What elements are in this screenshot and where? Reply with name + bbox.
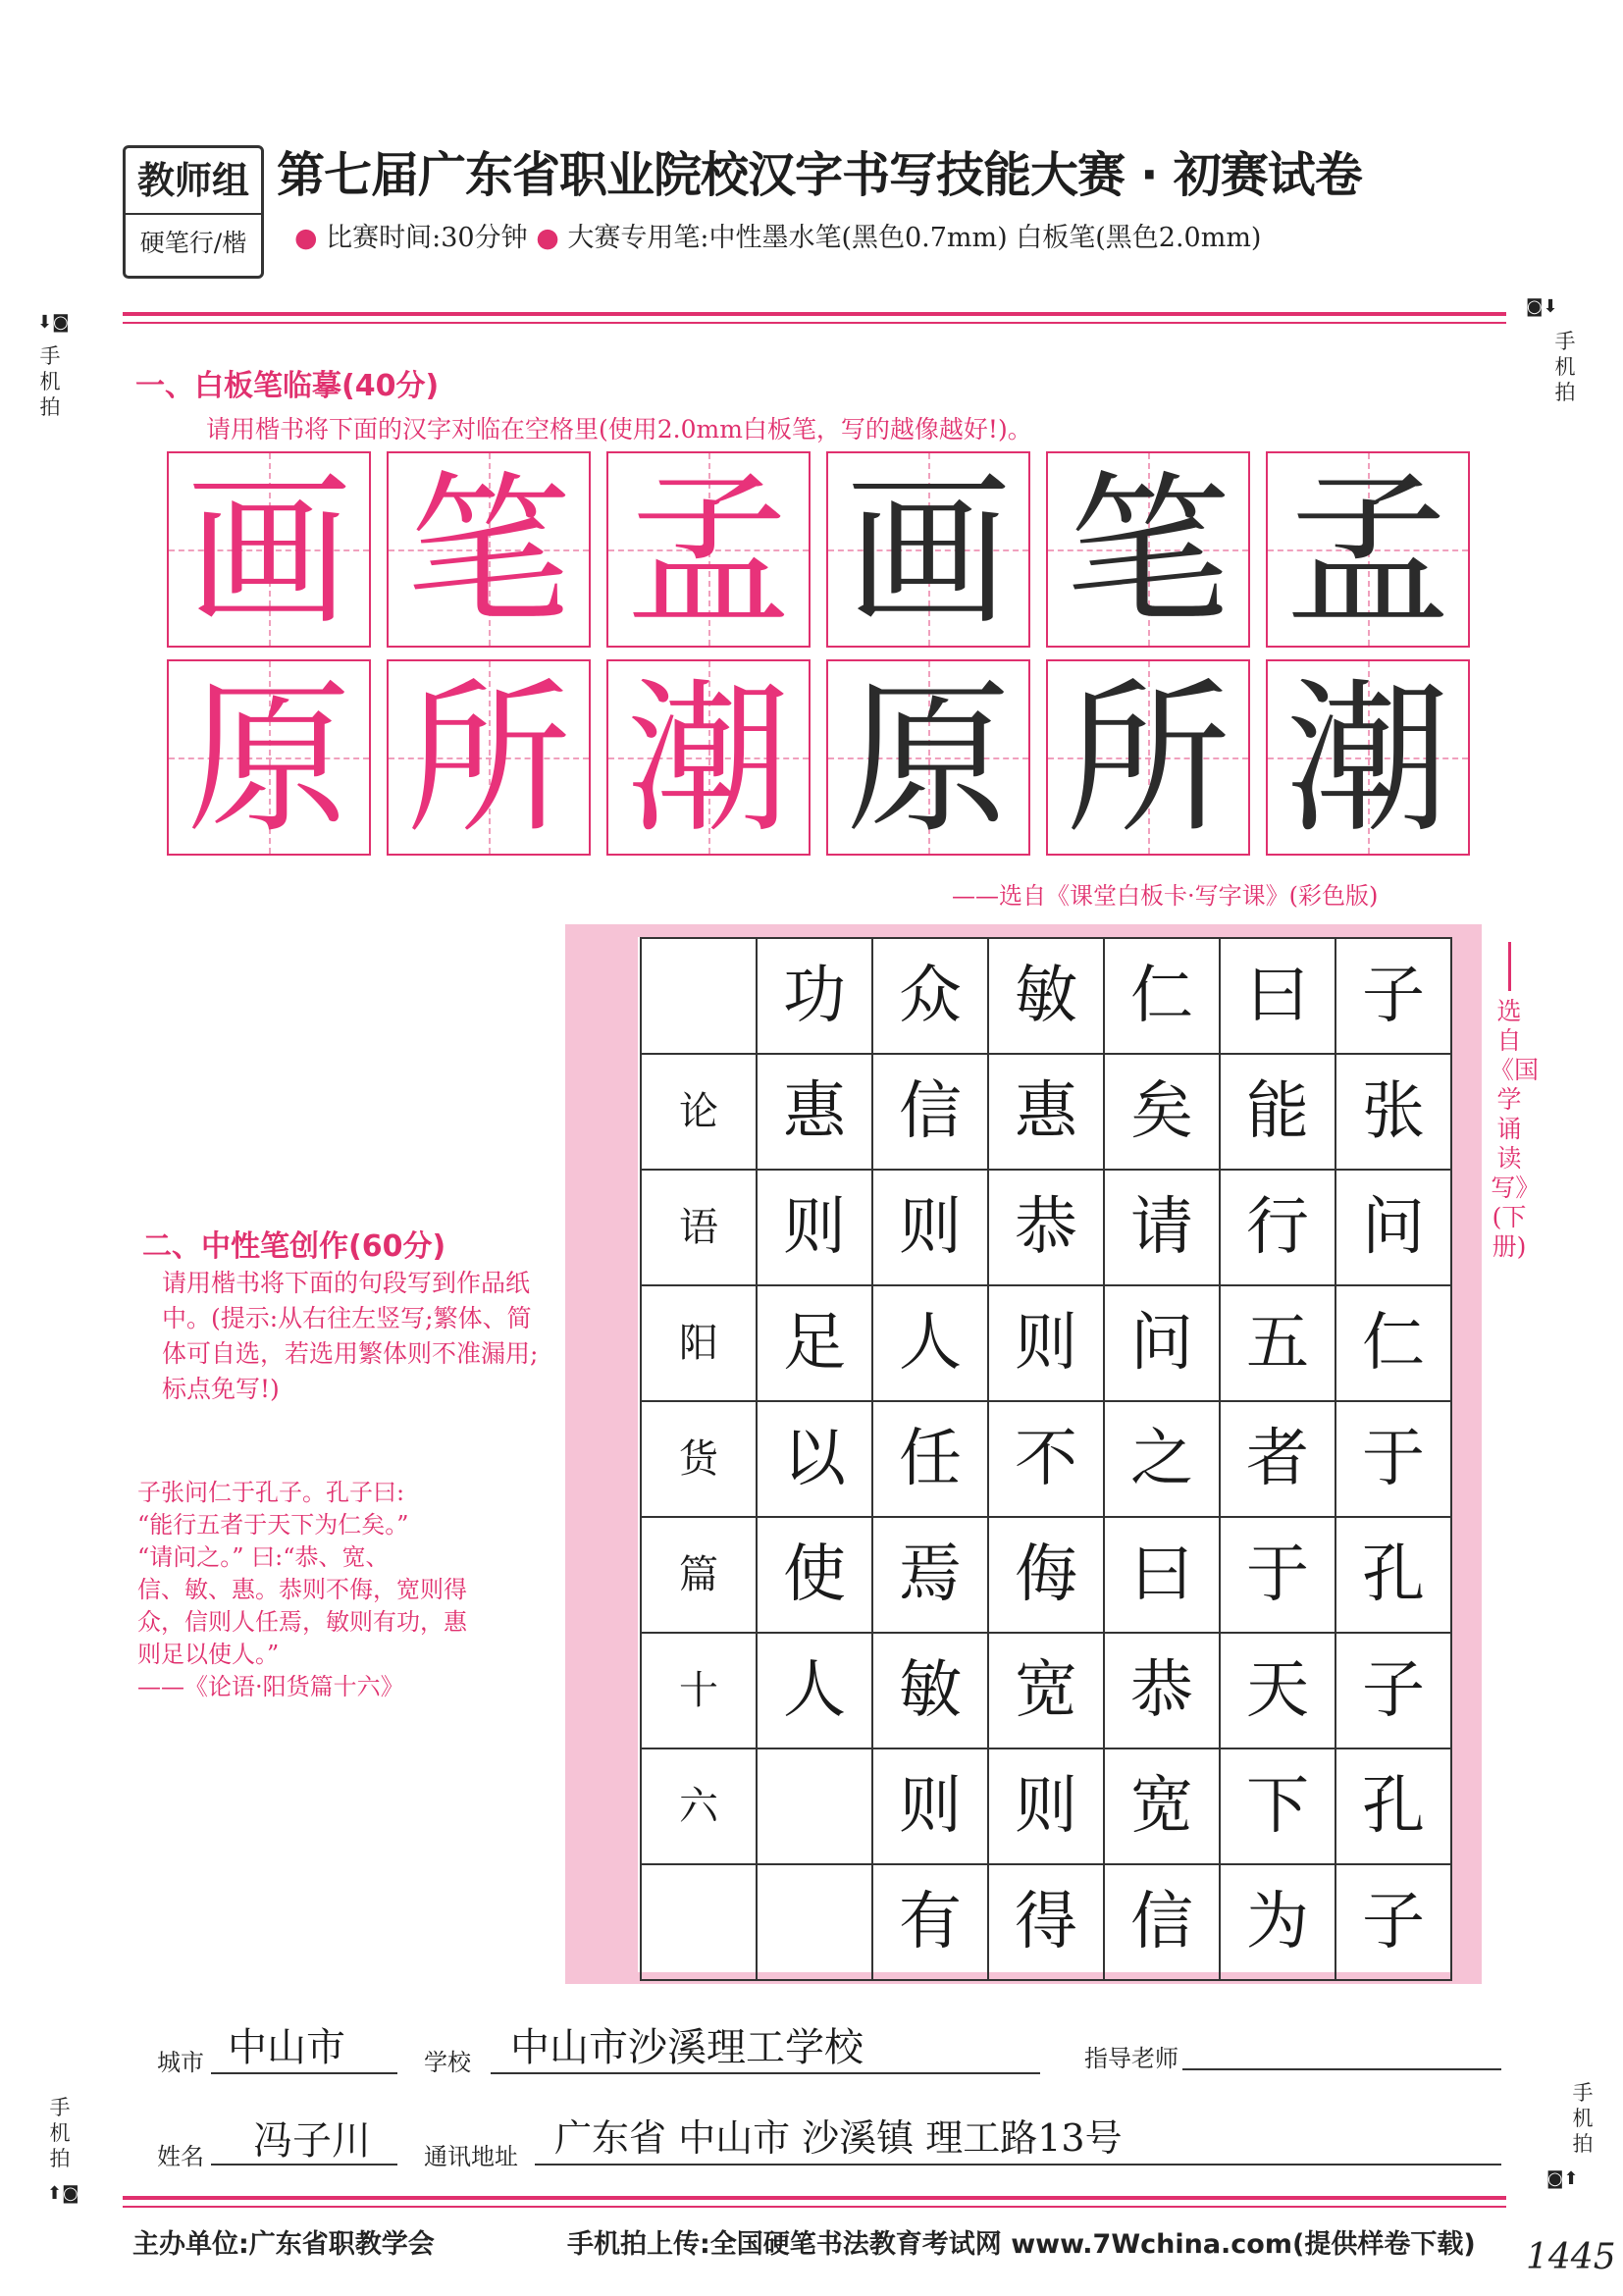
grid-cell: 者 <box>1221 1402 1336 1518</box>
page-number: 1445 <box>1526 2237 1616 2277</box>
city-underline <box>211 2072 397 2074</box>
side-note-top-left: 手机拍 <box>39 344 61 419</box>
model-cell: 笔 <box>387 451 591 648</box>
model-cell: 原 <box>167 659 371 856</box>
grid-cell: 语 <box>642 1171 758 1286</box>
grid-cell: 曰 <box>1105 1518 1221 1634</box>
grid-cell: 以 <box>758 1402 873 1518</box>
grid-cell: 惠 <box>989 1055 1105 1171</box>
grid-cell: 信 <box>1105 1865 1221 1981</box>
grid-cell: 焉 <box>873 1518 989 1634</box>
grid-cell <box>758 1865 873 1981</box>
grid-cell: 使 <box>758 1518 873 1634</box>
grid-cell: 惠 <box>758 1055 873 1171</box>
writing-grid <box>640 937 1452 1981</box>
grid-cell: 之 <box>1105 1402 1221 1518</box>
group-badge <box>123 145 264 279</box>
grid-cell: 仁 <box>1105 939 1221 1055</box>
address-value[interactable]: 广东省 中山市 沙溪镇 理工路13号 <box>554 2116 1123 2160</box>
grid-cell: 则 <box>873 1171 989 1286</box>
camera-icon: ◙⬆ <box>1546 2168 1579 2189</box>
grid-cell: 恭 <box>1105 1634 1221 1749</box>
grid-cell <box>642 939 758 1055</box>
passage-line: 则足以使人。” <box>137 1641 280 1668</box>
teacher-underline[interactable] <box>1182 2068 1501 2070</box>
grid-cell: 孔 <box>1336 1749 1452 1865</box>
grid-cell <box>758 1749 873 1865</box>
group-label: 教师组 <box>126 148 261 215</box>
section2-passage <box>137 1477 550 1703</box>
section2-heading: 二、中性笔创作(60分) <box>142 1229 446 1264</box>
copy-cell: 笔 <box>1046 451 1250 648</box>
group-sub-label: 硬笔行/楷 <box>139 229 247 257</box>
grid-cell: 得 <box>989 1865 1105 1981</box>
grid-cell: 宽 <box>1105 1749 1221 1865</box>
grid-cell: 子 <box>1336 1865 1452 1981</box>
camera-icon: ◙⬇ <box>1526 296 1558 317</box>
grid-cell: 张 <box>1336 1055 1452 1171</box>
grid-cell: 信 <box>873 1055 989 1171</box>
city-label: 城市 <box>157 2049 204 2076</box>
grid-cell: 则 <box>758 1171 873 1286</box>
grid-cell: 篇 <box>642 1518 758 1634</box>
source-bar <box>1508 942 1511 991</box>
address-label: 通讯地址 <box>424 2143 518 2170</box>
grid-cell: 能 <box>1221 1055 1336 1171</box>
copy-cell: 原 <box>826 659 1030 856</box>
grid-cell: 足 <box>758 1286 873 1402</box>
grid-cell: 则 <box>989 1286 1105 1402</box>
header-divider <box>123 312 1506 316</box>
grid-cell: 十 <box>642 1634 758 1749</box>
grid-cell: 恭 <box>989 1171 1105 1286</box>
page-title: 第七届广东省职业院校汉字书写技能大赛 · 初赛试卷 <box>277 147 1362 203</box>
grid-cell: 论 <box>642 1055 758 1171</box>
name-value[interactable]: 冯子川 <box>253 2118 371 2164</box>
name-label: 姓名 <box>157 2143 204 2170</box>
upload-note: 手机拍上传:全国硬笔书法教育考试网 www.7Wchina.com(提供样卷下载) <box>567 2229 1476 2260</box>
grid-cell: 下 <box>1221 1749 1336 1865</box>
passage-line: “能行五者于天下为仁矣。” <box>137 1511 409 1539</box>
copy-grid <box>167 451 1501 868</box>
grid-cell: 子 <box>1336 1634 1452 1749</box>
passage-line: 信、敏、惠。恭则不侮，宽则得 <box>137 1576 467 1603</box>
model-cell: 孟 <box>606 451 811 648</box>
grid-cell: 则 <box>989 1749 1105 1865</box>
camera-icon: ⬆◙ <box>47 2183 79 2204</box>
side-note-top-right: 手机拍 <box>1554 330 1576 404</box>
school-label: 学校 <box>424 2049 471 2076</box>
grid-cell: 问 <box>1105 1286 1221 1402</box>
copy-cell: 孟 <box>1266 451 1470 648</box>
section1-heading: 一、白板笔临摹(40分) <box>135 369 440 403</box>
city-value[interactable]: 中山市 <box>228 2025 345 2070</box>
section1-source: ——选自《课堂白板卡·写字课》(彩色版) <box>952 882 1379 910</box>
subtitle <box>294 216 1261 254</box>
grid-cell: 有 <box>873 1865 989 1981</box>
grid-cell: 问 <box>1336 1171 1452 1286</box>
grid-cell: 六 <box>642 1749 758 1865</box>
header-divider-thin <box>123 322 1506 324</box>
bullet-icon: ● <box>536 223 559 253</box>
camera-icon: ⬇◙ <box>37 312 70 333</box>
grid-cell: 敏 <box>873 1634 989 1749</box>
grid-cell: 仁 <box>1336 1286 1452 1402</box>
grid-cell: 任 <box>873 1402 989 1518</box>
grid-cell: 于 <box>1221 1518 1336 1634</box>
grid-cell: 为 <box>1221 1865 1336 1981</box>
grid-cell: 则 <box>873 1749 989 1865</box>
footer-divider-thin <box>123 2206 1506 2208</box>
grid-cell: 众 <box>873 939 989 1055</box>
grid-cell: 于 <box>1336 1402 1452 1518</box>
school-value[interactable]: 中山市沙溪理工学校 <box>510 2025 864 2070</box>
grid-cell: 孔 <box>1336 1518 1452 1634</box>
model-cell: 画 <box>167 451 371 648</box>
grid-cell <box>642 1865 758 1981</box>
passage-source: ——《论语·阳货篇十六》 <box>137 1673 404 1700</box>
copy-cell: 所 <box>1046 659 1250 856</box>
copy-cell: 画 <box>826 451 1030 648</box>
pen-note: 大赛专用笔:中性墨水笔(黑色0.7mm) 白板笔(黑色2.0mm) <box>567 223 1262 253</box>
side-note-bottom-right: 手机拍 <box>1572 2081 1594 2156</box>
grid-cell: 请 <box>1105 1171 1221 1286</box>
passage-line: “请问之。” 曰:“恭、宽、 <box>137 1543 390 1571</box>
organizer: 主办单位:广东省职教学会 <box>132 2229 435 2260</box>
grid-cell: 阳 <box>642 1286 758 1402</box>
address-underline <box>535 2164 1501 2166</box>
name-underline <box>211 2164 397 2166</box>
section2-instruction: 请用楷书将下面的句段写到作品纸中。(提示:从右往左竖写;繁体、简体可自选，若选用繁体则不准漏用;标点免写!) <box>162 1269 539 1403</box>
teacher-label: 指导老师 <box>1084 2045 1178 2072</box>
time-note: 比赛时间:30分钟 <box>326 223 528 253</box>
grid-cell: 矣 <box>1105 1055 1221 1171</box>
model-cell: 潮 <box>606 659 811 856</box>
school-underline <box>491 2072 1040 2074</box>
passage-line: 子张问仁于孔子。孔子曰: <box>137 1479 405 1506</box>
grid-cell: 宽 <box>989 1634 1105 1749</box>
grid-cell: 货 <box>642 1402 758 1518</box>
section2-source-text: 选自《国学诵读写》(下册) <box>1490 997 1540 1261</box>
grid-cell: 侮 <box>989 1518 1105 1634</box>
grid-cell: 子 <box>1336 939 1452 1055</box>
grid-cell: 天 <box>1221 1634 1336 1749</box>
grid-cell: 人 <box>758 1634 873 1749</box>
section2-source <box>1490 942 1540 1262</box>
passage-line: 众，信则人任焉，敏则有功，惠 <box>137 1608 467 1636</box>
grid-cell: 曰 <box>1221 939 1336 1055</box>
grid-cell: 五 <box>1221 1286 1336 1402</box>
grid-cell: 功 <box>758 939 873 1055</box>
grid-cell: 不 <box>989 1402 1105 1518</box>
side-note-bottom-left: 手机拍 <box>49 2096 71 2170</box>
copy-cell: 潮 <box>1266 659 1470 856</box>
grid-cell: 人 <box>873 1286 989 1402</box>
model-cell: 所 <box>387 659 591 856</box>
section1-instruction: 请用楷书将下面的汉字对临在空格里(使用2.0mm白板笔，写的越像越好!)。 <box>206 415 1032 444</box>
grid-cell: 行 <box>1221 1171 1336 1286</box>
footer-divider <box>123 2196 1506 2200</box>
bullet-icon: ● <box>294 223 318 253</box>
grid-cell: 敏 <box>989 939 1105 1055</box>
